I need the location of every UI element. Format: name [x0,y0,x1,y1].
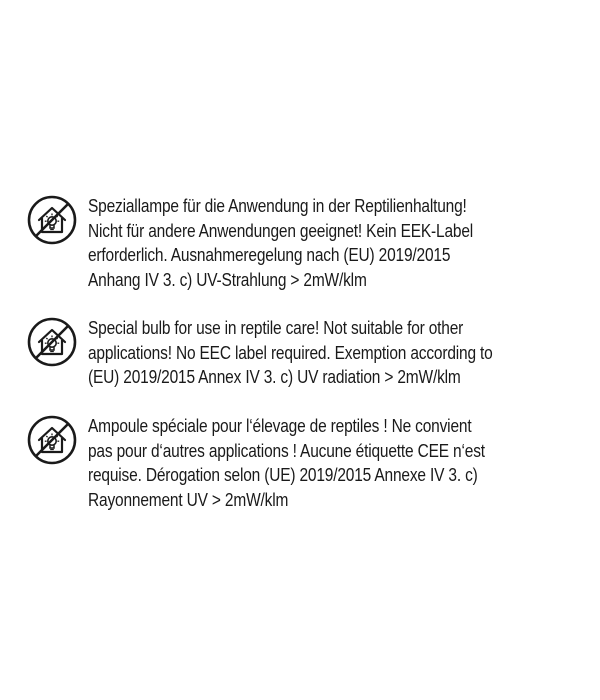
notice-text-english [88,316,508,390]
notice-line: applications! No EEC label required. Exemption according to [88,342,493,363]
notice-line: Anhang IV 3. c) UV-Strahlung > 2mW/klm [88,269,367,290]
notice-line: Rayonnement UV > 2mW/klm [88,489,289,510]
notice-line: (EU) 2019/2015 Annex IV 3. c) UV radiation > 2mW/klm [88,367,461,387]
notice-line: Speziallampe für die Anwendung in der Reptilienhaltung! [88,196,467,216]
notice-english [26,316,576,390]
notice-line: Nicht für andere Anwendungen geeignet! Kein EEK-Label [88,220,474,241]
notice-french [26,414,576,512]
notice-line: requise. Dérogation selon (UE) 2019/2015 Annexe IV 3. c) [88,465,478,485]
notice-text-french [88,414,508,512]
notice-line: Special bulb for use in reptile care! Not suitable for other [88,318,464,338]
notice-line: Ampoule spéciale pour l‘élevage de reptiles ! Ne convient [88,416,472,436]
notice-line: erforderlich. Ausnahmeregelung nach (EU) 2019/2015 [88,245,451,265]
notice-german [26,194,576,292]
notice-line: pas pour d‘autres applications ! Aucune étiquette CEE n‘est [88,440,485,461]
no-household-use-icon [26,194,78,246]
no-household-use-icon [26,316,78,368]
no-household-use-icon [26,414,78,466]
notice-text-german [88,194,508,292]
